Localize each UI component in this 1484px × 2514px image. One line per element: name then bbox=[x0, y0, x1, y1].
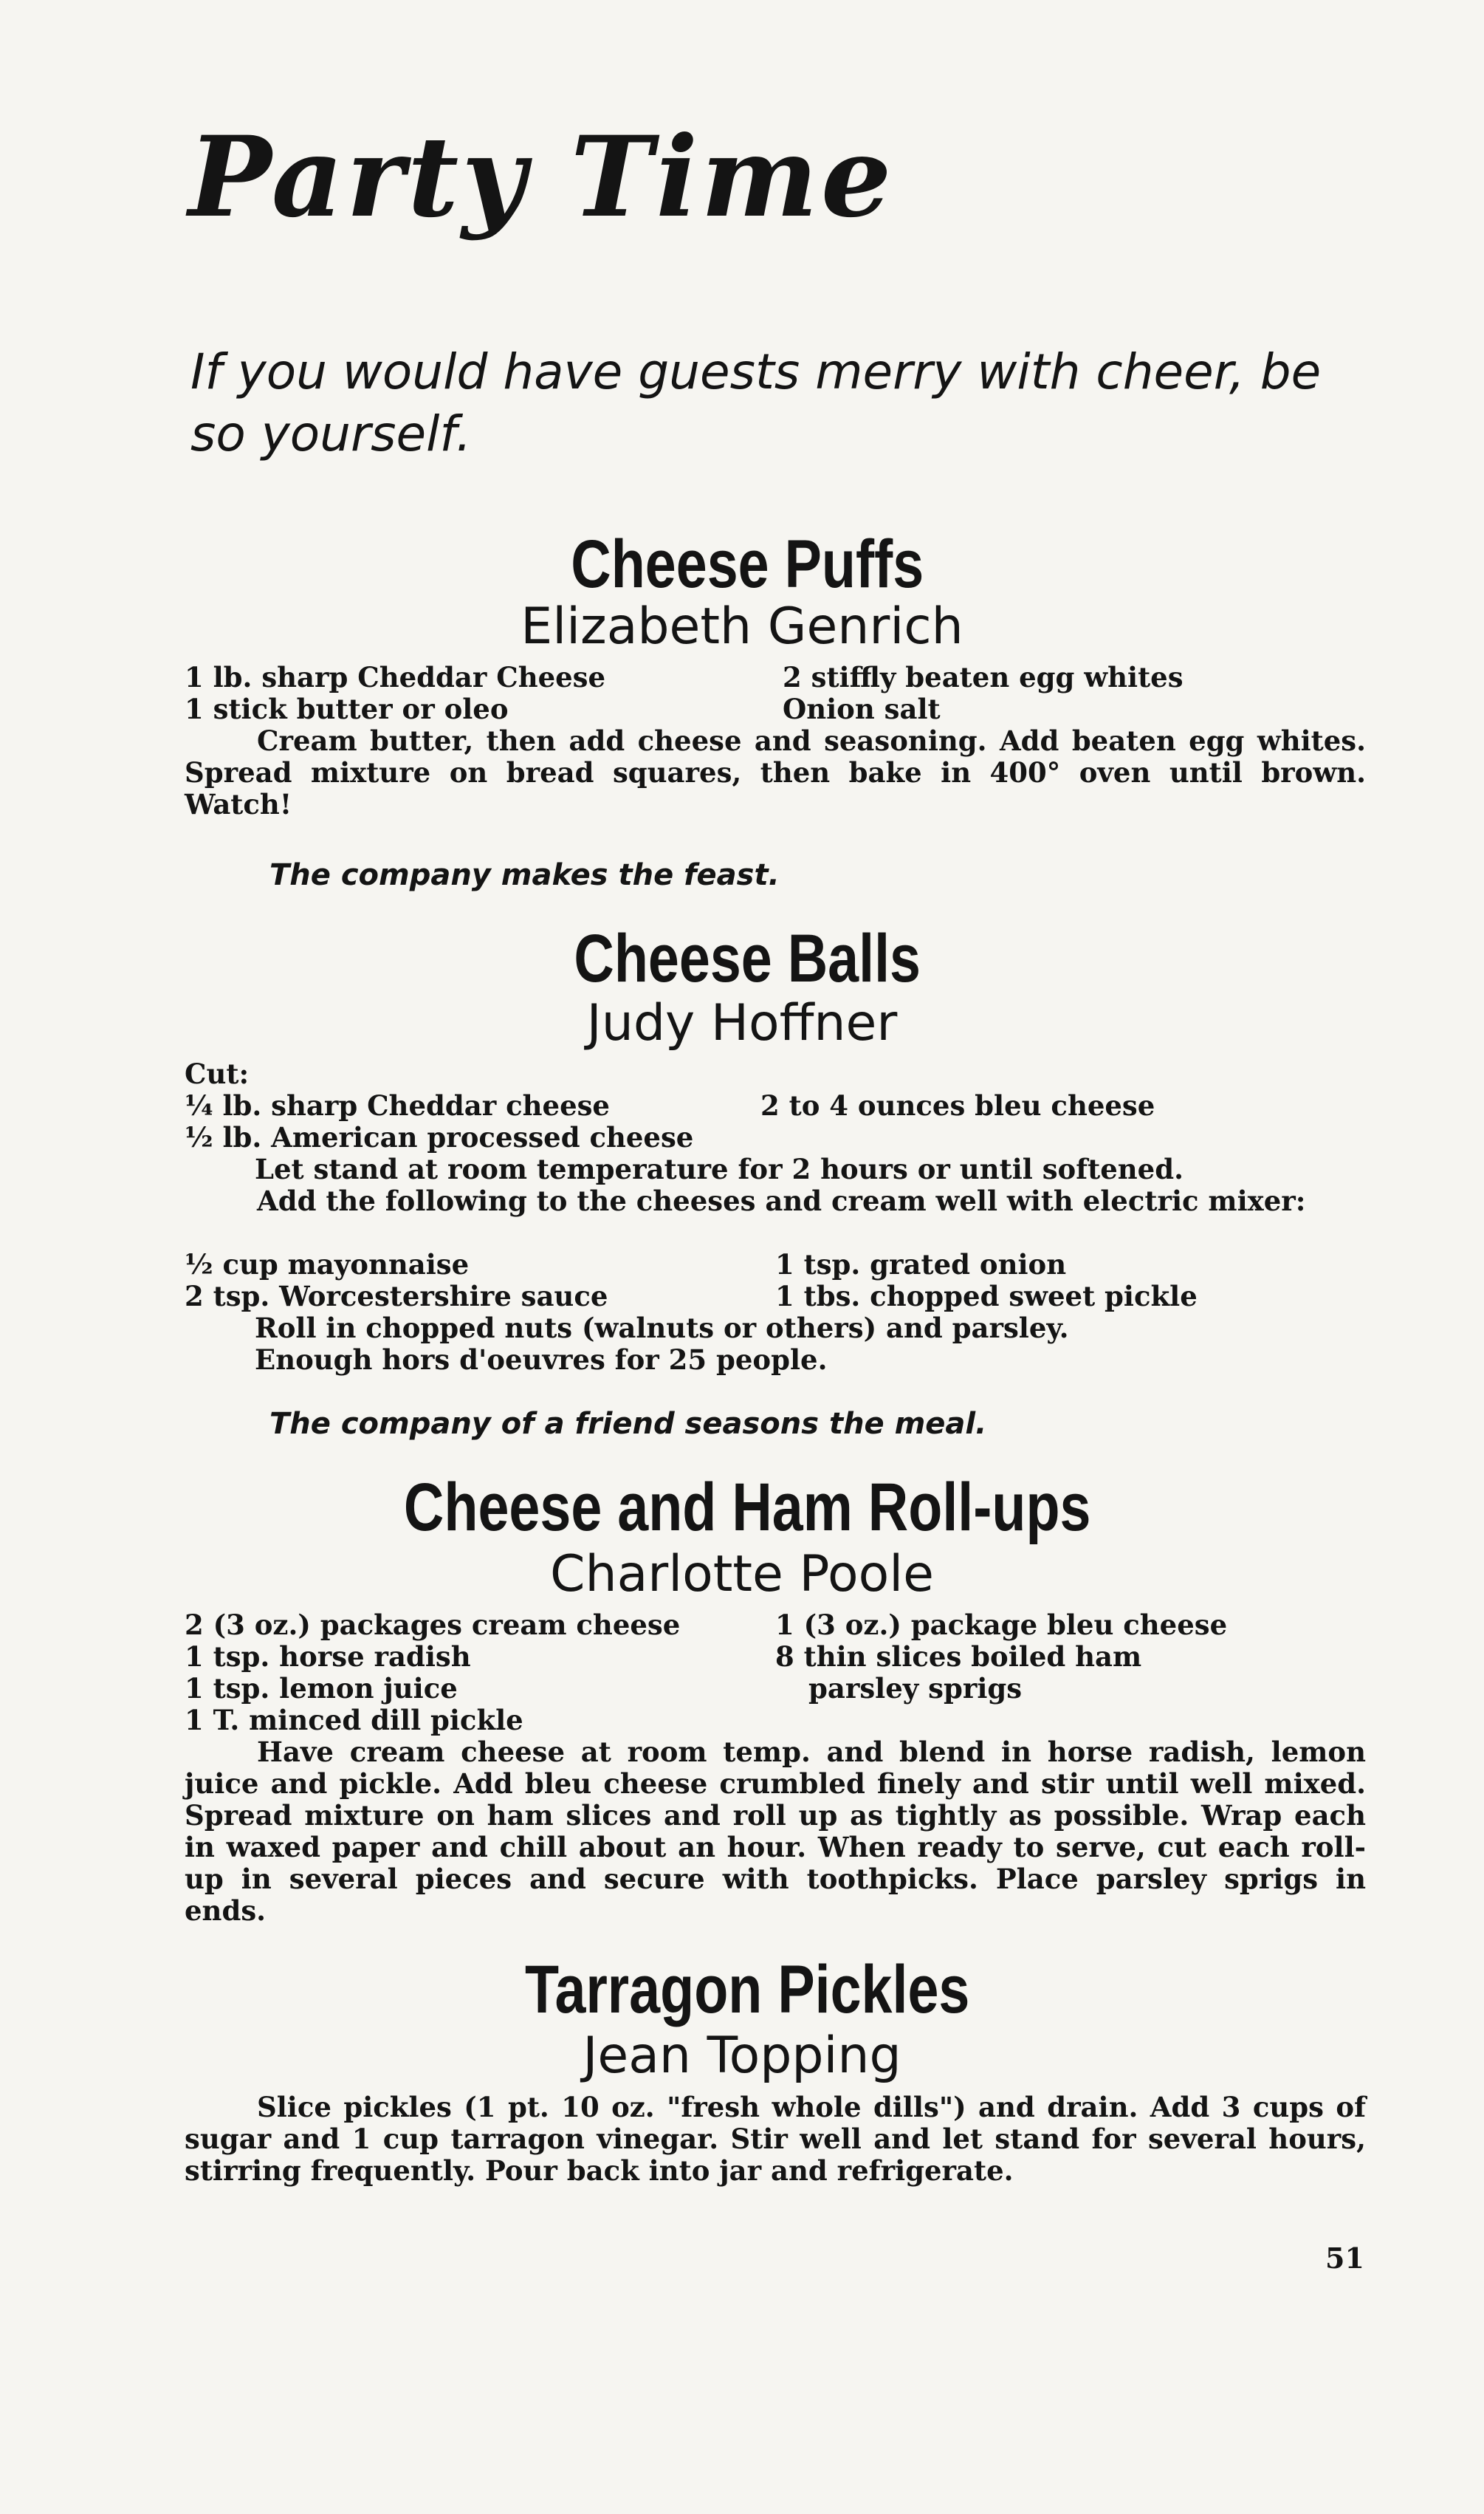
ingredient: 1 tsp. grated onion bbox=[775, 1248, 1067, 1281]
ingredient: 1 T. minced dill pickle bbox=[185, 1704, 523, 1736]
ingredient-row bbox=[185, 1122, 1366, 1154]
yield-text: Enough hors d'oeuvres for 25 people. bbox=[255, 1343, 828, 1376]
ingredient: 1 tsp. lemon juice bbox=[185, 1672, 458, 1705]
ingredient-row bbox=[185, 1673, 1366, 1705]
ingredient-row bbox=[185, 1090, 1366, 1122]
recipe-author: Judy Hoffner bbox=[586, 994, 898, 1052]
page-title: Party Time bbox=[188, 112, 895, 242]
recipe-author: Elizabeth Genrich bbox=[521, 597, 963, 656]
ingredient-row bbox=[185, 1249, 1366, 1281]
recipe-title: Cheese Puffs bbox=[571, 527, 924, 602]
ingredient: 8 thin slices boiled ham bbox=[775, 1640, 1142, 1673]
roll-instruction: Roll in chopped nuts (walnuts or others) and parsley. bbox=[255, 1312, 1069, 1344]
ingredient-list bbox=[185, 662, 1366, 725]
ingredient: 1 lb. sharp Cheddar Cheese bbox=[185, 661, 606, 693]
ingredient: 2 (3 oz.) packages cream cheese bbox=[185, 1609, 681, 1641]
motto: The company makes the feast. bbox=[269, 858, 780, 892]
ingredient-row bbox=[185, 662, 1366, 693]
epigraph: If you would have guests merry with cheer, be so yourself. bbox=[190, 343, 1322, 462]
ingredient: 2 to 4 ounces bleu cheese bbox=[760, 1089, 1155, 1122]
recipe-title: Cheese Balls bbox=[574, 921, 921, 996]
ingredient-row bbox=[185, 693, 1366, 725]
ingredient-list bbox=[185, 1249, 1366, 1312]
ingredient: ½ lb. American processed cheese bbox=[185, 1121, 694, 1154]
recipe-directions: Have cream cheese at room temp. and blend in horse radish, lemon juice and pickle. Add bleu cheese crumbled finely and stir until well mixed. Spread mixture on ham slices and roll up as tightly as possible. Wrap each in waxed paper and chill about an hour. When ready to serve, cut each roll-up in several pieces and secure with toothpicks. Place parsley sprigs in ends. bbox=[185, 1736, 1366, 1927]
ingredient-row bbox=[185, 1609, 1366, 1641]
ingredient-list bbox=[185, 1090, 1366, 1154]
ingredient: parsley sprigs bbox=[808, 1672, 1023, 1705]
ingredient: 1 tsp. horse radish bbox=[185, 1640, 471, 1673]
stand-instruction: Let stand at room temperature for 2 hours or until softened. bbox=[255, 1153, 1184, 1185]
recipe-directions: Slice pickles (1 pt. 10 oz. "fresh whole dills") and drain. Add 3 cups of sugar and 1 cup tarragon vinegar. Stir well and let stand for several hours, stirring frequently. Pour back into jar and refrigerate. bbox=[185, 2091, 1366, 2187]
ingredient: 2 stiffly beaten egg whites bbox=[783, 661, 1184, 693]
ingredient-row bbox=[185, 1281, 1366, 1312]
recipe-author: Charlotte Poole bbox=[550, 1545, 934, 1603]
motto: The company of a friend seasons the meal. bbox=[269, 1407, 987, 1441]
ingredient: 1 (3 oz.) package bleu cheese bbox=[775, 1609, 1228, 1641]
recipe-title: Cheese and Ham Roll-ups bbox=[403, 1470, 1091, 1545]
recipe-directions: Cream butter, then add cheese and seasoning. Add beaten egg whites. Spread mixture on bread squares, then bake in 400° oven until brown. Watch! bbox=[185, 725, 1366, 821]
cut-label: Cut: bbox=[185, 1058, 250, 1090]
ingredient: Onion salt bbox=[783, 693, 941, 725]
ingredient-row bbox=[185, 1705, 1366, 1736]
ingredient: 1 stick butter or oleo bbox=[185, 693, 509, 725]
recipe-author: Jean Topping bbox=[583, 2027, 901, 2085]
page-number: 51 bbox=[1325, 2241, 1364, 2275]
ingredient-row bbox=[185, 1641, 1366, 1673]
ingredient: 2 tsp. Worcestershire sauce bbox=[185, 1280, 608, 1312]
ingredient: ½ cup mayonnaise bbox=[185, 1248, 470, 1281]
recipe-title: Tarragon Pickles bbox=[525, 1952, 970, 2027]
ingredient: 1 tbs. chopped sweet pickle bbox=[775, 1280, 1198, 1312]
ingredient: ¼ lb. sharp Cheddar cheese bbox=[185, 1089, 610, 1122]
ingredient-list bbox=[185, 1609, 1366, 1736]
add-instruction: Add the following to the cheeses and cream well with electric mixer: bbox=[257, 1185, 1306, 1217]
